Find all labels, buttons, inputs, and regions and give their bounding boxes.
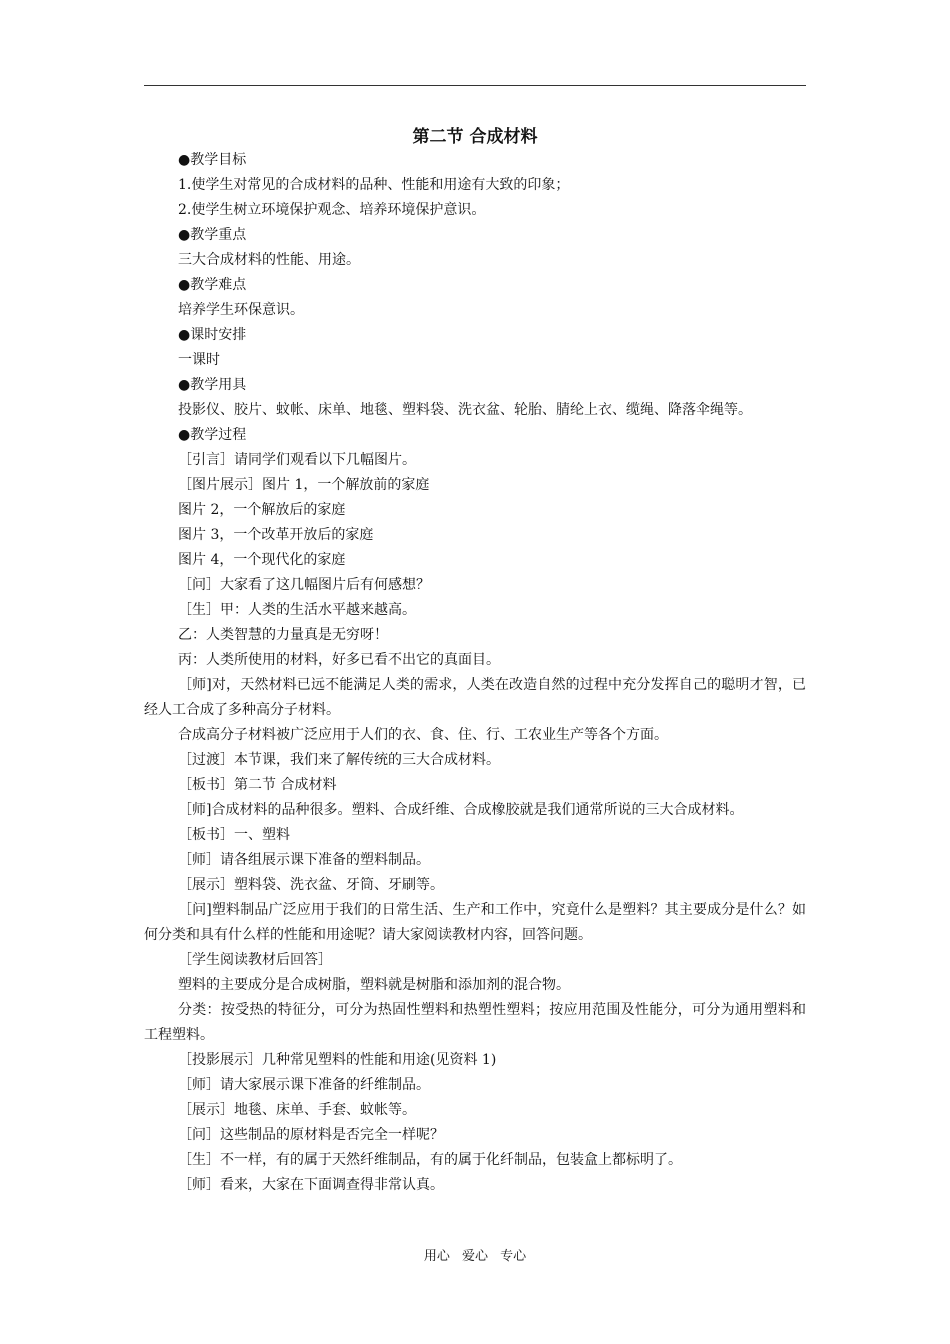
objective-2: 2.使学生树立环境保护观念、培养环境保护意识。 (178, 202, 486, 218)
paragraph: ［师]合成材料的品种很多。塑料、合成纤维、合成橡胶就是我们通常所说的三大合成材料。 (178, 802, 744, 818)
paragraph: ［师]对，天然材料已远不能满足人类的需求，人类在改造自然的过程中充分发挥自己的聪明才智，已经人工合成了多种高分子材料。 (144, 677, 806, 718)
key-points-text: 三大合成材料的性能、用途。 (178, 252, 360, 268)
paragraph: ［问]塑料制品广泛应用于我们的日常生活、生产和工作中，究竟什么是塑料？其主要成分是什么？如何分类和具有什么样的性能和用途呢？请大家阅读教材内容，回答问题。 (144, 902, 806, 943)
heading-tools: ●教学用具 (178, 377, 247, 393)
heading-objectives: ●教学目标 (178, 152, 247, 168)
paragraph: ［问］这些制品的原材料是否完全一样呢？ (178, 1127, 444, 1143)
objective-1: 1.使学生对常见的合成材料的品种、性能和用途有大致的印象； (178, 177, 570, 193)
heading-process: ●教学过程 (178, 427, 247, 443)
page-footer: 用心 爱心 专心 (423, 1249, 527, 1264)
paragraph: 图片 4，一个现代化的家庭 (178, 552, 346, 568)
schedule-text: 一课时 (178, 352, 220, 368)
paragraph: ［师］请各组展示课下准备的塑料制品。 (178, 852, 430, 868)
paragraph: ［学生阅读教材后回答］ (178, 952, 332, 968)
heading-difficulties: ●教学难点 (178, 277, 247, 293)
header-rule (144, 85, 806, 86)
paragraph: ［展示］塑料袋、洗衣盆、牙筒、牙刷等。 (178, 877, 444, 893)
paragraph: ［投影展示］几种常见塑料的性能和用途(见资料 1) (178, 1052, 497, 1068)
paragraph: 分类：按受热的特征分，可分为热固性塑料和热塑性塑料；按应用范围及性能分，可分为通用塑料和工程塑料。 (144, 1002, 806, 1043)
document-body (144, 148, 806, 1198)
paragraph: ［板书］第二节 合成材料 (178, 777, 337, 793)
paragraph: ［图片展示］图片 1，一个解放前的家庭 (178, 477, 430, 493)
paragraph: 塑料的主要成分是合成树脂，塑料就是树脂和添加剂的混合物。 (178, 977, 570, 993)
heading-schedule: ●课时安排 (178, 327, 247, 343)
paragraph: 丙：人类所使用的材料，好多已看不出它的真面目。 (178, 652, 500, 668)
paragraph: ［过渡］本节课，我们来了解传统的三大合成材料。 (178, 752, 500, 768)
difficulties-text: 培养学生环保意识。 (178, 302, 304, 318)
paragraph: ［问］大家看了这几幅图片后有何感想？ (178, 577, 430, 593)
paragraph: 合成高分子材料被广泛应用于人们的衣、食、住、行、工农业生产等各个方面。 (178, 727, 668, 743)
paragraph: ［引言］请同学们观看以下几幅图片。 (178, 452, 416, 468)
paragraph: 乙：人类智慧的力量真是无穷呀！ (178, 627, 388, 643)
page-title: 第二节 合成材料 (412, 127, 538, 147)
paragraph: ［师］请大家展示课下准备的纤维制品。 (178, 1077, 430, 1093)
tools-text: 投影仪、胶片、蚊帐、床单、地毯、塑料袋、洗衣盆、轮胎、腈纶上衣、缆绳、降落伞绳等。 (178, 402, 752, 418)
paragraph: 图片 2，一个解放后的家庭 (178, 502, 346, 518)
paragraph: ［板书］一、塑料 (178, 827, 290, 843)
paragraph: ［展示］地毯、床单、手套、蚊帐等。 (178, 1102, 416, 1118)
paragraph: ［生］不一样，有的属于天然纤维制品，有的属于化纤制品，包装盒上都标明了。 (178, 1152, 682, 1168)
paragraph: ［生］甲：人类的生活水平越来越高。 (178, 602, 416, 618)
paragraph: 图片 3，一个改革开放后的家庭 (178, 527, 374, 543)
paragraph: ［师］看来，大家在下面调查得非常认真。 (178, 1177, 444, 1193)
heading-key-points: ●教学重点 (178, 227, 247, 243)
